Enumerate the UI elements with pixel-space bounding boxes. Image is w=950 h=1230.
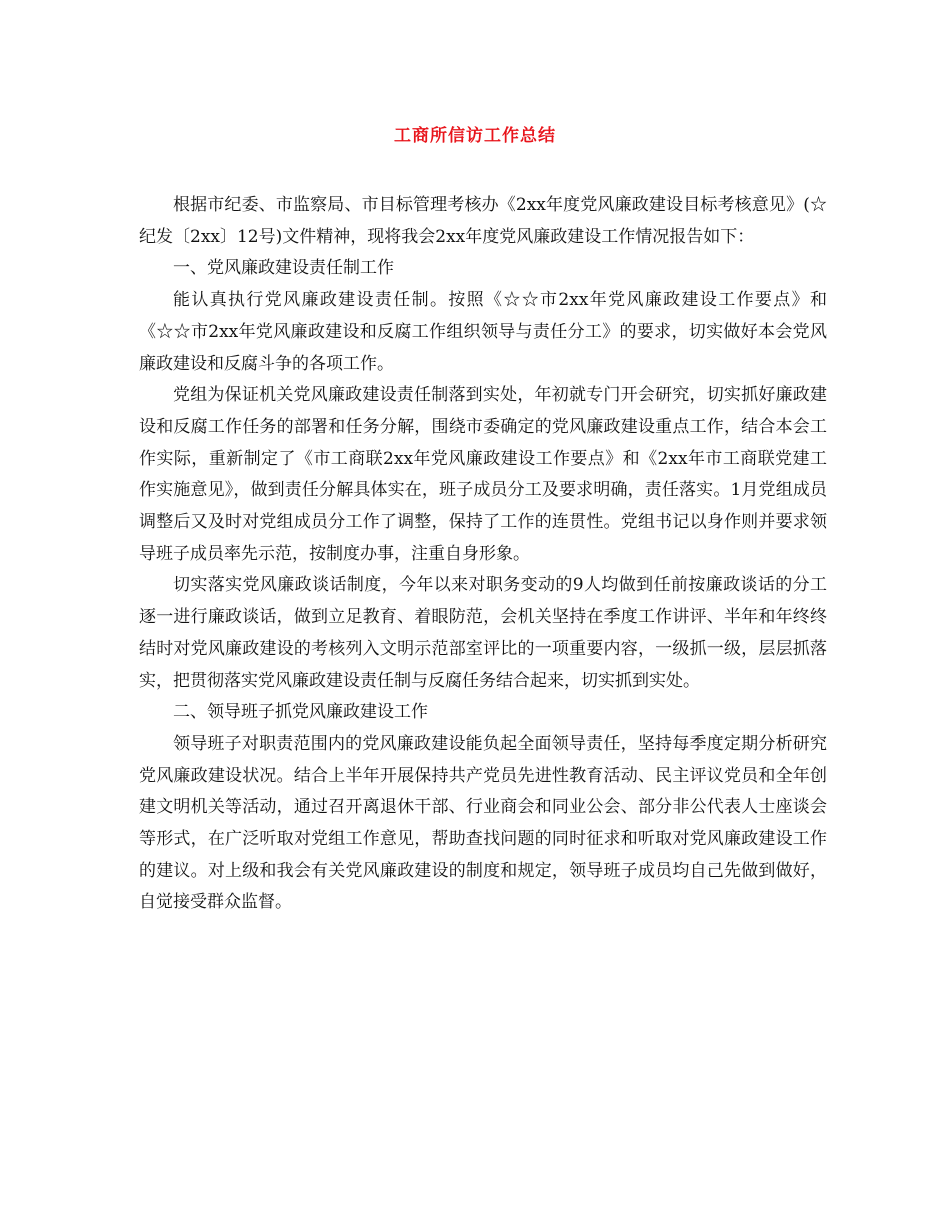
document-title: 工商所信访工作总结 <box>394 126 556 146</box>
section-heading-2: 二、领导班子抓党风廉政建设工作 <box>173 702 428 723</box>
paragraph-party-group: 党组为保证机关党风廉政建设责任制落到实处，年初就专门开会研究，切实抓好廉政建设和反腐工作任务的部署和任务分解，围绕市委确定的党风廉政建设重点工作，结合本会工作实际，重新制定了《市工商联2xx年党风廉政建设工作要点》和《2xx年市工商联党建工作实施意见》，做到责任分解具体实在，班子成员分工及要求明确，责任落实。1月党组成员调整后又及时对党组成员分工作了调整，保持了工作的连贯性。党组书记以身作则并要求领导班子成员率先示范，按制度办事，注重自身形象。 <box>139 385 827 564</box>
document-body <box>139 190 827 919</box>
paragraph-intro: 根据市纪委、市监察局、市目标管理考核办《2xx年度党风廉政建设目标考核意见》(☆纪发〔2xx〕12号)文件精神，现将我会2xx年度党风廉政建设工作情况报告如下： <box>139 195 827 247</box>
paragraph-leadership: 领导班子对职责范围内的党风廉政建设能负起全面领导责任，坚持每季度定期分析研究党风廉政建设状况。结合上半年开展保持共产党员先进性教育活动、民主评议党员和全年创建文明机关等活动，通过召开离退休干部、行业商会和同业公会、部分非公代表人士座谈会等形式，在广泛听取对党组工作意见，帮助查找问题的同时征求和听取对党风廉政建设工作的建议。对上级和我会有关党风廉政建设的制度和规定，领导班子成员均自己先做到做好，自觉接受群众监督。 <box>139 733 827 913</box>
paragraph-responsibility: 能认真执行党风廉政建设责任制。按照《☆☆市2xx年党风廉政建设工作要点》和《☆☆市2xx年党风廉政建设和反腐工作组织领导与责任分工》的要求，切实做好本会党风廉政建设和反腐斗争的各项工作。 <box>139 290 827 374</box>
section-heading-1: 一、党风廉政建设责任制工作 <box>173 258 394 279</box>
paragraph-talk-system: 切实落实党风廉政谈话制度，今年以来对职务变动的9人均做到任前按廉政谈话的分工逐一进行廉政谈话，做到立足教育、着眼防范，会机关坚持在季度工作讲评、半年和年终终结时对党风廉政建设的考核列入文明示范部室评比的一项重要内容，一级抓一级，层层抓落实，把贯彻落实党风廉政建设责任制与反腐任务结合起来，切实抓到实处。 <box>139 575 827 691</box>
